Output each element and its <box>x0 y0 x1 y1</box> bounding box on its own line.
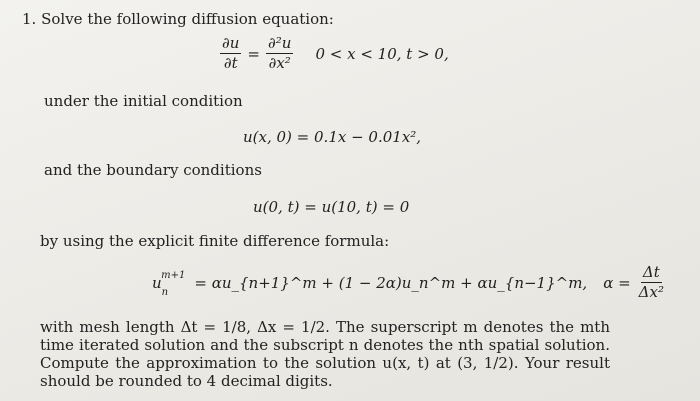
method-label: by using the explicit finite difference formula: <box>40 232 390 250</box>
alpha-fraction <box>637 265 666 300</box>
alpha-label: α = <box>603 273 631 292</box>
problem-number: 1. <box>22 10 37 28</box>
alpha-numerator: Δt <box>642 263 660 281</box>
diffusion-equation <box>218 36 449 71</box>
du-symbol: ∂u <box>222 34 240 52</box>
equals-sign: = <box>247 44 260 63</box>
initial-condition-label: under the initial condition <box>44 92 243 110</box>
problem-instruction: Solve the following diffusion equation: <box>41 10 334 28</box>
problem-paragraph: with mesh length Δt = 1/8, Δx = 1/2. The superscript m denotes the mth time iterated solution and the subscript n denotes the nth spatial solution. Compute the approximation to the solution u(x, t) at (3, 1/2). Your result should be rounded to 4 decimal digits. <box>40 318 610 390</box>
pde-domain: 0 < x < 10, t > 0, <box>315 44 449 63</box>
dx2-symbol: ∂x² <box>268 54 291 72</box>
alpha-denominator: Δx² <box>638 283 664 301</box>
dt-symbol: ∂t <box>223 54 238 72</box>
formula-rhs: = αu_{n+1}^m + (1 − 2α)u_n^m + αu_{n−1}^m, <box>194 273 588 292</box>
problem-heading <box>22 10 334 28</box>
finite-difference-formula <box>152 265 668 300</box>
formula-lhs: $u_n^{m+1}$ <box>152 269 186 298</box>
boundary-condition: u(0, t) = u(10, t) = 0 <box>253 198 410 216</box>
boundary-condition-label: and the boundary conditions <box>44 161 262 179</box>
d2u-symbol: ∂²u <box>268 34 292 52</box>
du-dt-fraction <box>220 36 241 71</box>
d2u-dx2-fraction <box>266 36 293 71</box>
initial-condition: u(x, 0) = 0.1x − 0.01x², <box>243 128 422 146</box>
